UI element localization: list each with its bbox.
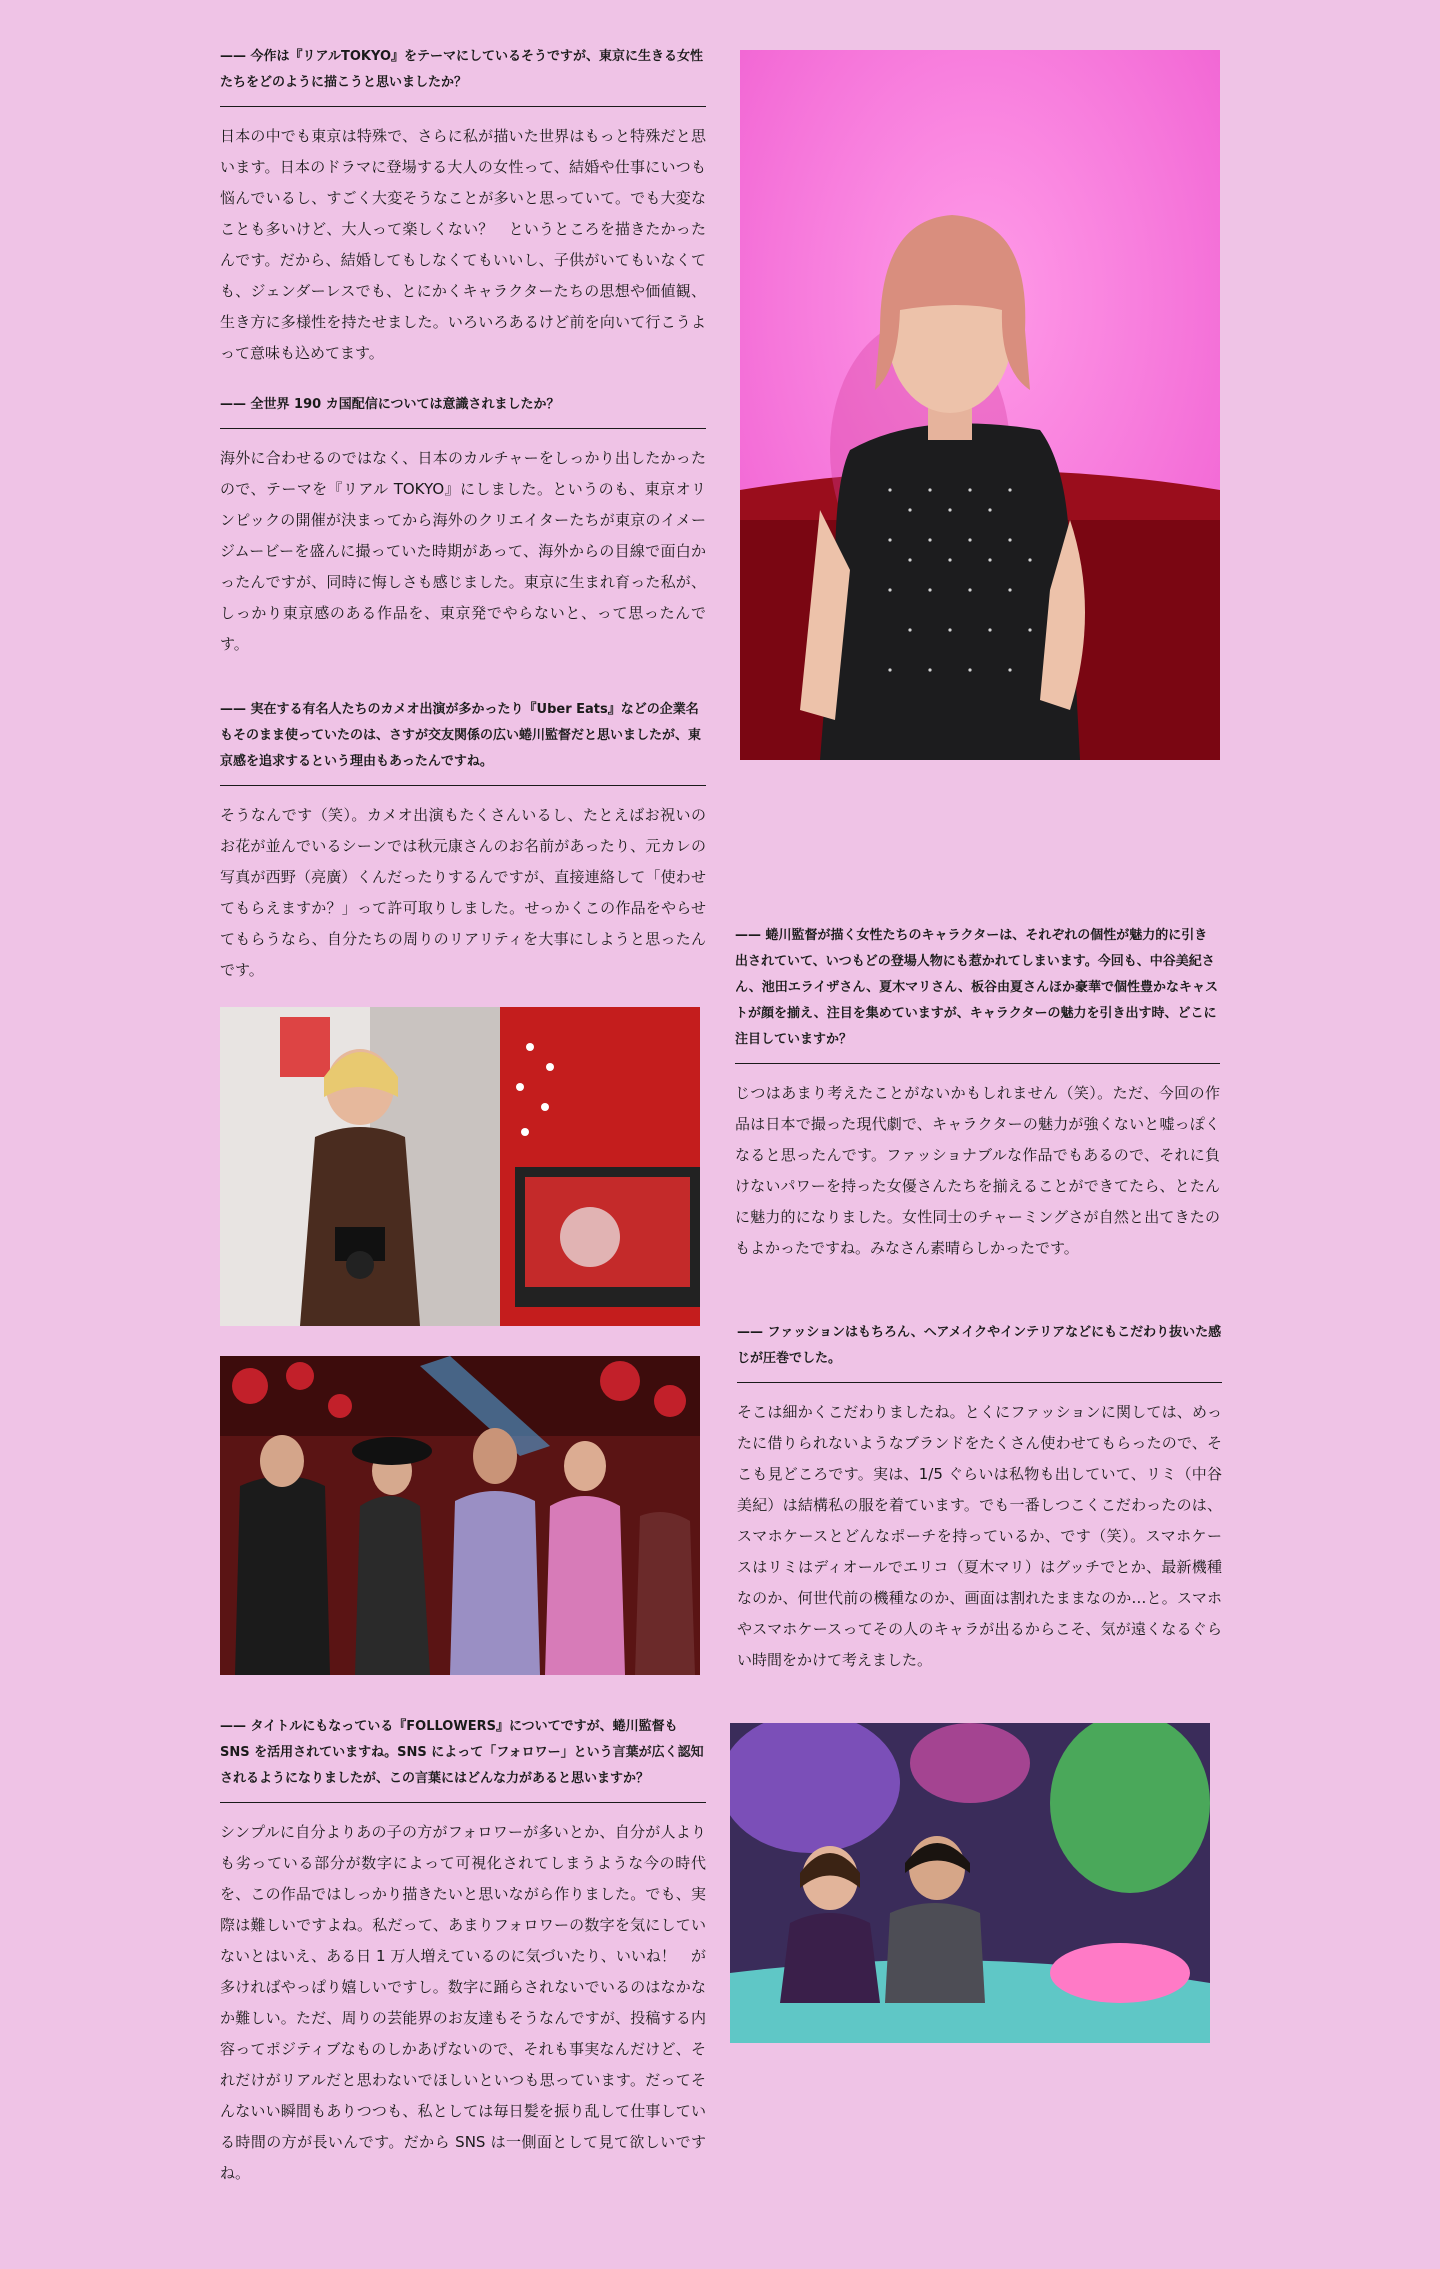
answer-paragraph: シンプルに自分よりあの子の方がフォロワーが多いとか、自分が人よりも劣っている部分が数字によって可視化されてしまうような今の時代を、この作品ではしっかり描きたいと思いながら作りました。でも、実際は難しいですよね。私だって、あまりフォロワーの数字を気にしていないとはいえ、ある日 1 万人増えているのに気づいたり、いいね！ が多ければやっぱり嬉しいですし。数字に踊らされないでいるのはなかなか難しい。ただ、周りの芸能界のお友達もそうなんですが、投稿する内容ってポジティブなものしかあげないので、それも事実なんだけど、それだけがリアルだと思わないでほしいといつも思っています。だってそんないい瞬間もありつつも、私としては毎日髪を振り乱して仕事している時間の方が長いんです。だから SNS は一側面として見て欲しいですね。 bbox=[220, 1823, 706, 2182]
qa-block-1 bbox=[220, 44, 706, 369]
question-heading: —— 実在する有名人たちのカメオ出演が多かったり『Uber Eats』などの企業名もそのまま使っていたのは、さすが交友関係の広い蜷川監督だと思いましたが、東京感を追求するという理由もあったんですね。 bbox=[220, 697, 706, 786]
question-heading: —— ファッションはもちろん、ヘアメイクやインテリアなどにもこだわり抜いた感じが圧巻でした。 bbox=[737, 1320, 1222, 1383]
qa-block-2 bbox=[220, 392, 706, 660]
question-heading: —— 全世界 190 カ国配信については意識されましたか？ bbox=[220, 392, 706, 429]
qa-block-6 bbox=[220, 1714, 706, 2189]
answer-paragraph: 海外に合わせるのではなく、日本のカルチャーをしっかり出したかったので、テーマを『リアル TOKYO』にしました。というのも、東京オリンピックの開催が決まってから海外のクリエイターたちが東京のイメージムービーを盛んに撮っていた時期があって、海外からの目線で面白かったんですが、同時に悔しさも感じました。東京に生まれ育った私が、しっかり東京感のある作品を、東京発でやらないと、って思ったんです。 bbox=[220, 449, 706, 653]
qa-block-3 bbox=[220, 697, 706, 986]
qa-block-5 bbox=[737, 1320, 1222, 1676]
answer-paragraph: そこは細かくこだわりましたね。とくにファッションに関しては、めったに借りられないようなブランドをたくさん使わせてもらったので、そこも見どころです。実は、1/5 ぐらいは私物も出していて、リミ（中谷美紀）は結構私の服を着ています。でも一番しつこくこだわったのは、スマホケースとどんなポーチを持っているか、です（笑）。スマホケースはリミはディオールでエリコ（夏木マリ）はグッチでとか、最新機種なのか、何世代前の機種なのか、画面は割れたままなのか…と。スマホやスマホケースってその人のキャラが出るからこそ、気が遠くなるぐらい時間をかけて考えました。 bbox=[737, 1403, 1222, 1669]
question-heading: —— 蜷川監督が描く女性たちのキャラクターは、それぞれの個性が魅力的に引き出されていて、いつもどの登場人物にも惹かれてしまいます。今回も、中谷美紀さん、池田エライザさん、夏木マリさん、板谷由夏さんほか豪華で個性豊かなキャストが顔を揃え、注目を集めていますが、キャラクターの魅力を引き出す時、どこに注目していますか？ bbox=[735, 923, 1220, 1064]
two-characters-photo bbox=[730, 1723, 1210, 2043]
question-heading: —— 今作は『リアルTOKYO』をテーマにしているそうですが、東京に生きる女性たちをどのように描こうと思いましたか？ bbox=[220, 44, 706, 107]
answer-paragraph: じつはあまり考えたことがないかもしれません（笑）。ただ、今回の作品は日本で撮った現代劇で、キャラクターの魅力が強くないと嘘っぽくなると思ったんです。ファッショナブルな作品でもあるので、それに負けないパワーを持った女優さんたちを揃えることができてたら、とたんに魅力的になりました。女性同士のチャーミングさが自然と出てきたのもよかったですね。みなさん素晴らしかったです。 bbox=[735, 1084, 1220, 1257]
answer-paragraph: 日本の中でも東京は特殊で、さらに私が描いた世界はもっと特殊だと思います。日本のドラマに登場する大人の女性って、結婚や仕事にいつも悩んでいるし、すごく大変そうなことが多いと思っていて。でも大変なことも多いけど、大人って楽しくない？ というところを描きたかったんです。だから、結婚してもしなくてもいいし、子供がいてもいなくても、ジェンダーレスでも、とにかくキャラクターたちの思想や価値観、生き方に多様性を持たせました。いろいろあるけど前を向いて行こうよって意味も込めてます。 bbox=[220, 127, 706, 362]
qa-block-4 bbox=[735, 923, 1220, 1264]
director-portrait-photo bbox=[740, 50, 1220, 760]
answer-paragraph: そうなんです（笑）。カメオ出演もたくさんいるし、たとえばお祝いのお花が並んでいるシーンでは秋元康さんのお名前があったり、元カレの写真が西野（亮廣）くんだったりするんですが、直接連絡して「使わせてもらえますか？」って許可取りしました。せっかくこの作品をやらせてもらうなら、自分たちの周りのリアリティを大事にしようと思ったんです。 bbox=[220, 806, 706, 979]
cast-group-photo bbox=[220, 1356, 700, 1675]
question-heading: —— タイトルにもなっている『FOLLOWERS』についてですが、蜷川監督も SNS を活用されていますね。SNS によって「フォロワー」という言葉が広く認知されるようになりましたが、この言葉にはどんな力があると思いますか？ bbox=[220, 1714, 706, 1803]
on-set-camera-photo bbox=[220, 1007, 700, 1326]
